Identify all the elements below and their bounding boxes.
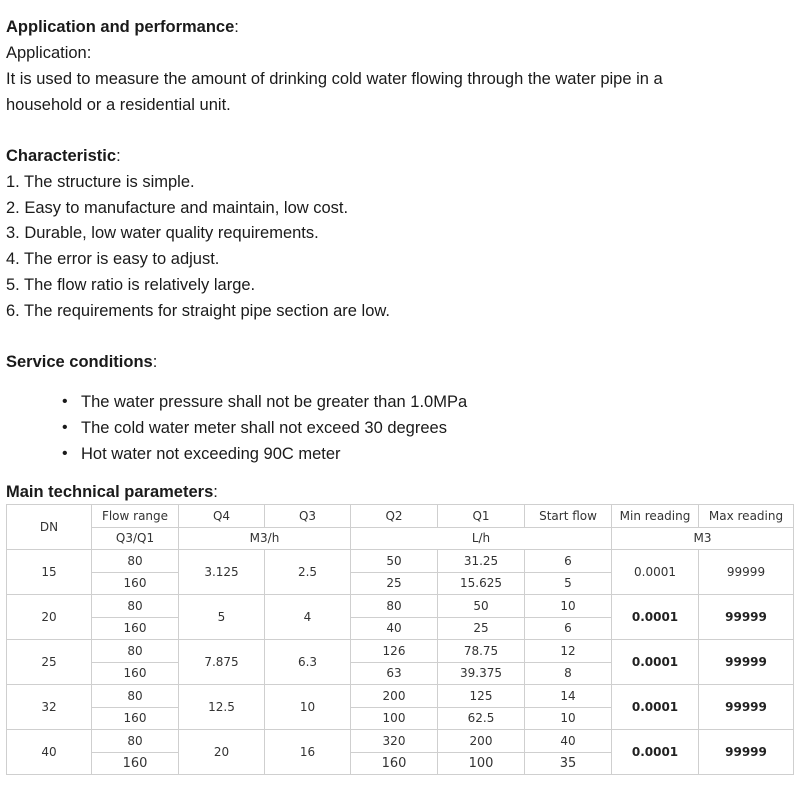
cell-q2: 126	[351, 640, 438, 663]
cell-dn: 20	[7, 595, 92, 640]
service-conditions-list	[62, 392, 467, 470]
characteristic-item: 3. Durable, low water quality requirements.	[6, 224, 319, 242]
cell-start-flow: 40	[525, 730, 612, 753]
parameters-heading	[6, 482, 218, 502]
cell-q2: 50	[351, 550, 438, 573]
cell-dn: 25	[7, 640, 92, 685]
cell-max-reading: 99999	[699, 550, 794, 595]
cell-q4: 3.125	[179, 550, 265, 595]
cell-q1: 25	[438, 617, 525, 640]
application-body-line-2: household or a residential unit.	[6, 96, 231, 114]
cell-q2: 160	[351, 752, 438, 775]
cell-q1: 15.625	[438, 572, 525, 595]
cell-q4: 20	[179, 730, 265, 775]
cell-q1: 39.375	[438, 662, 525, 685]
cell-min-reading: 0.0001	[612, 685, 699, 730]
cell-dn: 32	[7, 685, 92, 730]
cell-q2: 80	[351, 595, 438, 618]
cell-q3: 2.5	[265, 550, 351, 595]
service-condition-item: • The cold water meter shall not exceed 30 degrees	[62, 418, 467, 444]
cell-start-flow: 6	[525, 550, 612, 573]
application-heading	[6, 17, 239, 37]
characteristic-item: 1. The structure is simple.	[6, 173, 195, 191]
unit-m3h: M3/h	[179, 527, 351, 550]
service-conditions-heading-text: Service conditions	[6, 353, 153, 371]
cell-q4: 7.875	[179, 640, 265, 685]
cell-q3: 10	[265, 685, 351, 730]
cell-max-reading: 99999	[699, 595, 794, 640]
cell-ratio: 80	[92, 685, 179, 708]
cell-q2: 200	[351, 685, 438, 708]
characteristic-heading	[6, 146, 121, 166]
cell-min-reading: 0.0001	[612, 730, 699, 775]
cell-start-flow: 14	[525, 685, 612, 708]
cell-start-flow: 8	[525, 662, 612, 685]
cell-q2: 40	[351, 617, 438, 640]
cell-ratio: 80	[92, 640, 179, 663]
cell-ratio: 80	[92, 730, 179, 753]
application-body-line-1: It is used to measure the amount of drinking cold water flowing through the water pipe in a	[6, 70, 663, 88]
cell-start-flow: 5	[525, 572, 612, 595]
cell-start-flow: 10	[525, 707, 612, 730]
cell-q2: 320	[351, 730, 438, 753]
characteristic-item: 2. Easy to manufacture and maintain, low cost.	[6, 199, 349, 217]
table-row	[7, 595, 794, 618]
header-start-flow: Start flow	[525, 505, 612, 528]
table-row	[7, 685, 794, 708]
header-dn: DN	[7, 505, 92, 550]
cell-q3: 6.3	[265, 640, 351, 685]
characteristic-item: 4. The error is easy to adjust.	[6, 250, 220, 268]
parameters-table	[6, 504, 794, 775]
cell-q3: 16	[265, 730, 351, 775]
cell-q2: 63	[351, 662, 438, 685]
cell-q1: 50	[438, 595, 525, 618]
cell-min-reading: 0.0001	[612, 640, 699, 685]
cell-q2: 100	[351, 707, 438, 730]
service-condition-item: • Hot water not exceeding 90C meter	[62, 444, 467, 470]
service-conditions-heading	[6, 352, 157, 372]
service-condition-item: • The water pressure shall not be greater than 1.0MPa	[62, 392, 467, 418]
cell-ratio: 80	[92, 550, 179, 573]
cell-start-flow: 6	[525, 617, 612, 640]
cell-max-reading: 99999	[699, 730, 794, 775]
header-min-reading: Min reading	[612, 505, 699, 528]
application-heading-text: Application and performance	[6, 18, 235, 36]
table-unit-row	[7, 527, 794, 550]
cell-q4: 5	[179, 595, 265, 640]
cell-min-reading: 0.0001	[612, 550, 699, 595]
cell-dn: 40	[7, 730, 92, 775]
cell-q1: 200	[438, 730, 525, 753]
cell-start-flow: 12	[525, 640, 612, 663]
table-header-row	[7, 505, 794, 528]
header-flow-range-ratio: Q3/Q1	[92, 527, 179, 550]
cell-ratio: 160	[92, 617, 179, 640]
characteristic-item: 5. The flow ratio is relatively large.	[6, 276, 256, 294]
parameters-heading-text: Main technical parameters	[6, 483, 214, 501]
table-row	[7, 730, 794, 753]
cell-q4: 12.5	[179, 685, 265, 730]
header-flow-range: Flow range	[92, 505, 179, 528]
cell-max-reading: 99999	[699, 640, 794, 685]
cell-q2: 25	[351, 572, 438, 595]
header-q1: Q1	[438, 505, 525, 528]
heading-colon: :	[234, 18, 239, 36]
cell-q1: 125	[438, 685, 525, 708]
table-row	[7, 550, 794, 573]
cell-min-reading: 0.0001	[612, 595, 699, 640]
cell-ratio: 160	[92, 572, 179, 595]
cell-q3: 4	[265, 595, 351, 640]
unit-m3: M3	[612, 527, 794, 550]
header-q2: Q2	[351, 505, 438, 528]
header-q4: Q4	[179, 505, 265, 528]
heading-colon: :	[116, 147, 121, 165]
cell-ratio: 80	[92, 595, 179, 618]
unit-lh: L/h	[351, 527, 612, 550]
cell-q1: 100	[438, 752, 525, 775]
heading-colon: :	[213, 483, 218, 501]
application-subheading: Application:	[6, 44, 92, 62]
cell-ratio: 160	[92, 707, 179, 730]
cell-max-reading: 99999	[699, 685, 794, 730]
characteristic-item: 6. The requirements for straight pipe section are low.	[6, 302, 390, 320]
cell-ratio: 160	[92, 752, 179, 775]
table-row	[7, 640, 794, 663]
cell-start-flow: 35	[525, 752, 612, 775]
cell-start-flow: 10	[525, 595, 612, 618]
header-max-reading: Max reading	[699, 505, 794, 528]
heading-colon: :	[152, 353, 158, 371]
cell-ratio: 160	[92, 662, 179, 685]
header-q3: Q3	[265, 505, 351, 528]
cell-q1: 31.25	[438, 550, 525, 573]
cell-q1: 62.5	[438, 707, 525, 730]
cell-dn: 15	[7, 550, 92, 595]
characteristic-heading-text: Characteristic	[6, 147, 117, 165]
cell-q1: 78.75	[438, 640, 525, 663]
